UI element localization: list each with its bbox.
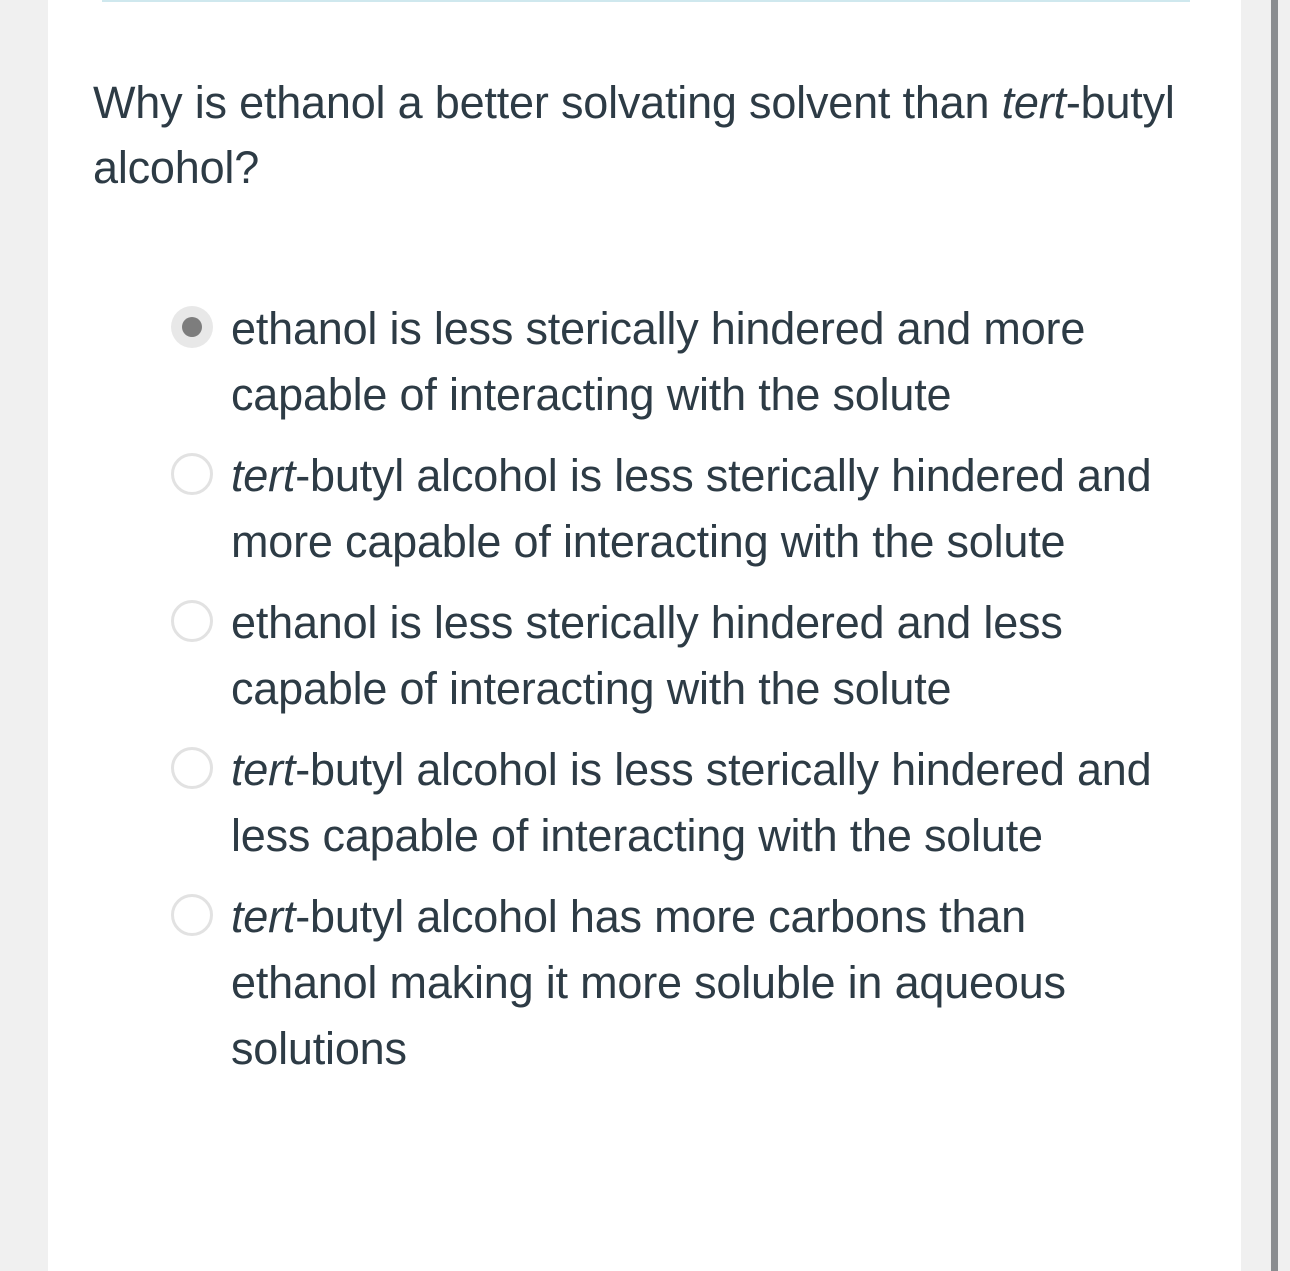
answer-option-label [231, 744, 1151, 861]
answer-option-5[interactable] [168, 884, 1168, 1082]
answer-option-text: -butyl alcohol is less sterically hindered and less capable of interacting with the solute [231, 744, 1152, 861]
radio-button[interactable] [171, 747, 213, 789]
answer-option-3[interactable] [168, 590, 1168, 722]
answer-option-2[interactable] [168, 443, 1168, 575]
scrollbar[interactable] [1271, 0, 1278, 1271]
radio-button-selected[interactable] [171, 306, 213, 348]
question-suffix: -butyl alcohol? [93, 77, 1175, 193]
answer-option-label [231, 303, 1085, 420]
answer-option-italic: tert [231, 891, 296, 942]
answer-option-italic: tert [231, 744, 296, 795]
answer-option-text: -butyl alcohol has more carbons than ethanol making it more soluble in aqueous solutions [231, 891, 1066, 1074]
question-prefix: Why is ethanol a better solvating solvent than [93, 77, 1002, 128]
answer-option-label [231, 597, 1063, 714]
radio-button[interactable] [171, 600, 213, 642]
answer-option-text: ethanol is less sterically hindered and less capable of interacting with the solute [231, 597, 1063, 714]
question-italic: tert [1001, 77, 1066, 128]
top-divider [102, 0, 1190, 2]
answer-option-italic: tert [231, 450, 296, 501]
answer-option-4[interactable] [168, 737, 1168, 869]
radio-button[interactable] [171, 453, 213, 495]
answer-option-1[interactable] [168, 296, 1168, 428]
answer-option-text: ethanol is less sterically hindered and more capable of interacting with the solute [231, 303, 1086, 420]
answer-option-text: -butyl alcohol is less sterically hindered and more capable of interacting with the solute [231, 450, 1152, 567]
answer-option-label [231, 891, 1066, 1074]
question-text [93, 70, 1193, 200]
answer-options [168, 296, 1168, 1097]
answer-option-label [231, 450, 1151, 567]
radio-button[interactable] [171, 894, 213, 936]
